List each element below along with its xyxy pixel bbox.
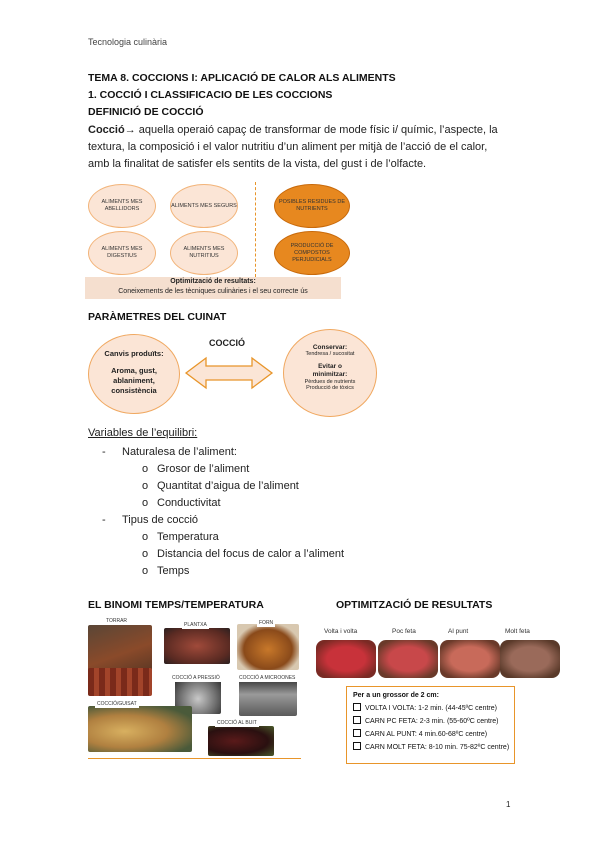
double-arrow-icon — [184, 356, 274, 390]
label-pressio: COCCIÓ A PRESSIÓ — [172, 675, 220, 681]
definition-text: aquella operaió capaç de transformar de mode físic i/ químic, l’aspecte, la textura, la composició i el valor nutritiu d’un aliment per mitjà de l’acció de el calor, amb la finalitat de satisfer els sentits de la vista, del gust i de l’olfacte. — [88, 124, 498, 170]
label-forn: FORN — [259, 620, 274, 626]
definition-term: Cocció — [88, 124, 125, 136]
chapter-title: TEMA 8. COCCIONS I: APLICACIÓ DE CALOR ALS ALIMENTS — [88, 72, 396, 84]
oval-label: ALIMENTS MES DIGESTIUS — [101, 246, 143, 259]
doneness-row-text: VOLTA I VOLTA: 1-2 min. (44-45ºC centre) — [365, 705, 497, 712]
group-label: Naturalesa de l’aliment: — [122, 446, 237, 458]
label-guisat: COCCIÓ/GUISAT — [97, 701, 137, 707]
steak-molt-feta — [500, 640, 560, 678]
conservar-text: Tendresa / sucositat — [305, 351, 355, 357]
binomi-heading: EL BINOMI TEMPS/TEMPERATURA — [88, 599, 264, 611]
photo-forn — [237, 624, 299, 670]
label-buit: COCCIÓ AL BUIT — [217, 720, 257, 726]
oval-label: ALIMENTS MES NUTRITIUS — [183, 246, 225, 259]
list-item — [102, 444, 462, 461]
section-heading-parametres: PARÀMETRES DEL CUINAT — [88, 311, 227, 323]
optimization-box-title: Optimització de resultats: — [170, 278, 256, 285]
label-torrar: TORRAR — [106, 618, 128, 624]
canvis-title: Canvis produïts: — [104, 349, 164, 358]
page-number: 1 — [506, 800, 511, 809]
doneness-box-title: Per a un grossor de 2 cm: — [353, 692, 439, 699]
circle-bullet: o — [142, 480, 149, 492]
oval-segurs — [170, 184, 238, 228]
coccio-label: COCCIÓ — [209, 338, 245, 348]
label-plantxa: PLANTXA — [184, 622, 207, 628]
oval-label: ALIMENTS MES ABELLIDORS — [101, 199, 143, 212]
conservar-title: Conservar: — [312, 344, 348, 351]
label-microones: COCCIÓ A MICROONES — [239, 675, 296, 681]
checkbox-icon — [353, 716, 361, 724]
variables-list — [102, 444, 462, 580]
checkbox-icon — [353, 729, 361, 737]
circle-bullet: o — [142, 531, 149, 543]
list-item — [102, 529, 462, 546]
doneness-row — [347, 728, 514, 741]
optimization-box-text: Coneixements de les tècniques culinàries i el seu correcte ús — [118, 288, 308, 295]
circle-bullet: o — [142, 548, 149, 560]
evitar-text-b: Producció de tòxics — [306, 385, 354, 391]
oval-label: PRODUCCIÓ DE COMPOSTOS PERJUDICIALS — [290, 242, 334, 263]
photo-microones — [239, 680, 297, 716]
steak-label-2: Poc feta — [392, 628, 416, 635]
evitar-text-a: Pèrdues de nutrients — [304, 379, 356, 385]
steak-label-1: Volta i volta — [324, 628, 358, 635]
circle-conservar — [283, 329, 377, 417]
item-label: Temperatura — [157, 531, 219, 543]
oval-label: ALIMENTS MES SEGURS — [171, 202, 237, 209]
definition-paragraph — [88, 122, 508, 173]
list-item — [102, 546, 462, 563]
oval-label: POSIBLES RESIDUES DE NUTRIENTS — [278, 199, 346, 212]
photo-guisat — [88, 706, 192, 752]
dash-bullet: - — [102, 514, 106, 526]
checkbox-icon — [353, 703, 361, 711]
doneness-row — [347, 741, 514, 754]
list-item — [102, 512, 462, 529]
subheading-definition: DEFINICIÓ DE COCCIÓ — [88, 106, 204, 118]
arrow-icon: → — [124, 124, 136, 136]
oval-compostos — [274, 231, 350, 275]
item-label: Temps — [157, 565, 190, 577]
steak-label-4: Molt feta — [505, 628, 530, 635]
dash-bullet: - — [102, 446, 106, 458]
oval-nutritius — [170, 231, 238, 275]
optimization-box — [85, 277, 341, 299]
item-label: Distancia del focus de calor a l’aliment — [157, 548, 345, 560]
circle-bullet: o — [142, 565, 149, 577]
list-item — [102, 478, 462, 495]
photo-plantxa — [164, 628, 230, 664]
canvis-text: Aroma, gust, ablaniment, consistència — [111, 366, 157, 395]
list-item — [102, 563, 462, 580]
doneness-row-text: CARN AL PUNT: 4 min.60-68ºC centre) — [365, 731, 488, 738]
oval-abellidors — [88, 184, 156, 228]
circle-canvis — [88, 334, 180, 414]
running-header: Tecnologia culinària — [88, 37, 168, 47]
checkbox-icon — [353, 742, 361, 750]
doneness-row — [347, 715, 514, 728]
item-label: Quantitat d’aigua de l’aliment — [157, 480, 299, 492]
collage-underline — [88, 758, 301, 759]
doneness-row-text: CARN MOLT FETA: 8-10 min. 75-82ºC centre) — [365, 744, 510, 751]
oval-digestius — [88, 231, 156, 275]
oval-residues — [274, 184, 350, 228]
dashed-divider — [255, 182, 256, 277]
circle-bullet: o — [142, 497, 149, 509]
item-label: Grosor de l’aliment — [157, 463, 250, 475]
photo-buit — [208, 726, 274, 756]
optim-heading: OPTIMITZACIÓ DE RESULTATS — [336, 599, 493, 611]
list-item — [102, 461, 462, 478]
section-heading-1: 1. COCCIÓ I CLASSIFICACIO DE LES COCCIONS — [88, 89, 333, 101]
list-item — [102, 495, 462, 512]
steak-label-3: Al punt — [448, 628, 469, 635]
steak-al-punt — [440, 640, 500, 678]
circle-bullet: o — [142, 463, 149, 475]
steak-volta-i-volta — [316, 640, 376, 678]
doneness-box — [346, 686, 515, 764]
doneness-row — [347, 702, 514, 715]
steak-poc-feta — [378, 640, 438, 678]
evitar-title: Evitar o minimitzar: — [312, 363, 348, 378]
group-label: Tipus de cocció — [122, 514, 199, 526]
variables-heading: Variables de l’equilibri: — [88, 427, 198, 439]
photo-grill — [88, 668, 152, 696]
doneness-row-text: CARN PC FETA: 2-3 min. (55-60ºC centre) — [365, 718, 499, 725]
item-label: Conductivitat — [157, 497, 221, 509]
